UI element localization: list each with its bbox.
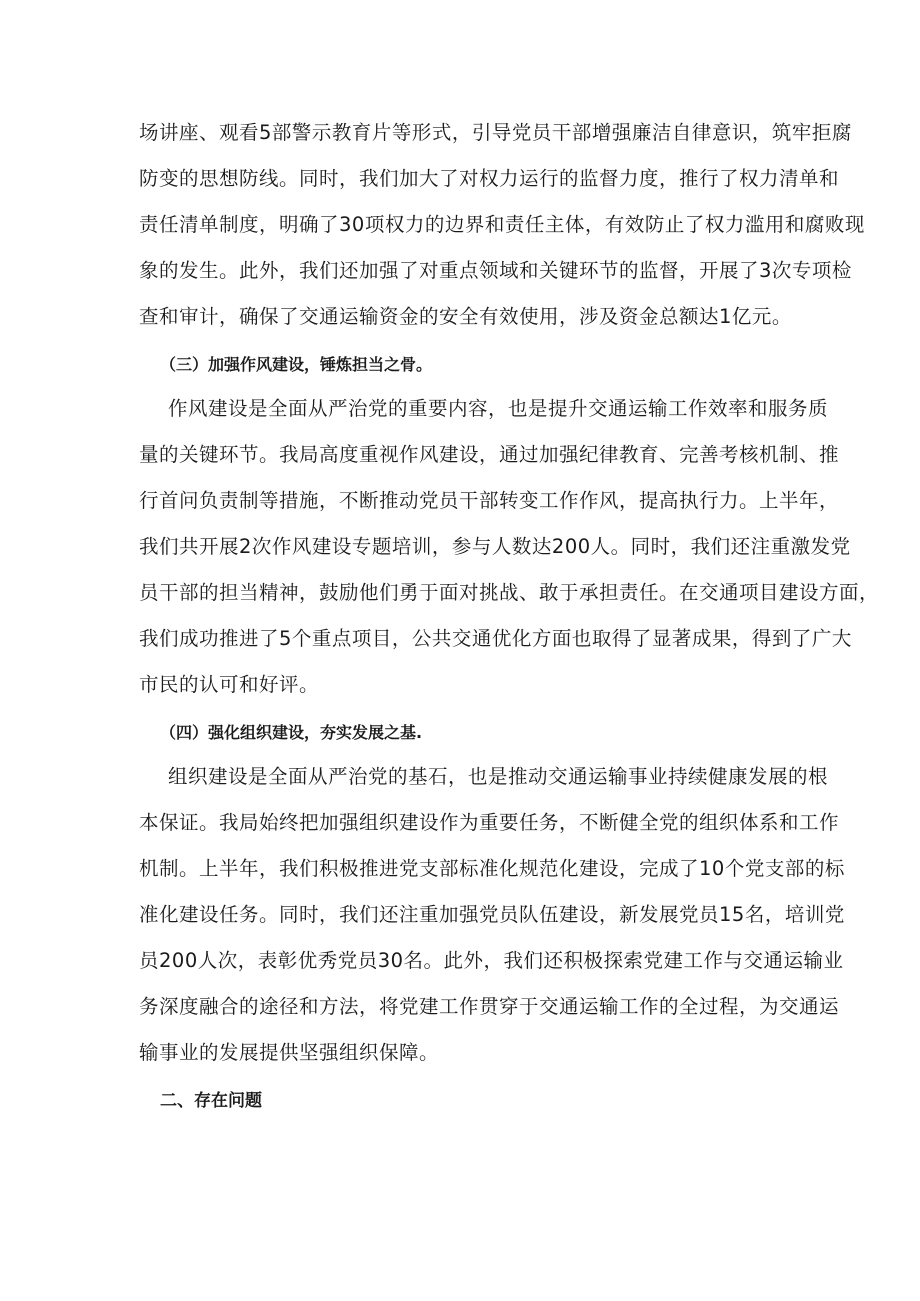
paragraph-line: 作风建设是全面从严治党的重要内容，也是提升交通运输工作效率和服务质 <box>168 397 829 420</box>
paragraph-line: 输事业的发展提供坚强组织保障。 <box>139 1041 440 1064</box>
paragraph-line: 象的发生。此外，我们还加强了对重点领域和关键环节的监督，开展了3次专项检 <box>139 259 852 282</box>
paragraph-line: 准化建设任务。同时，我们还注重加强党员队伍建设，新发展党员15名，培训党 <box>139 903 845 926</box>
paragraph-line: 量的关键环节。我局高度重视作风建设，通过加强纪律教育、完善考核机制、推 <box>139 443 840 466</box>
paragraph-line: 机制。上半年，我们积极推进党支部标准化规范化建设，完成了10个党支部的标 <box>139 857 845 880</box>
paragraph-line: 市民的认可和好评。 <box>139 673 320 696</box>
paragraph-line: 责任清单制度，明确了30项权力的边界和责任主体，有效防止了权力滥用和腐败现 <box>139 213 865 236</box>
paragraph-line: 查和审计，确保了交通运输资金的安全有效使用，涉及资金总额达1亿元。 <box>139 305 792 328</box>
paragraph-line: 务深度融合的途径和方法，将党建工作贯穿于交通运输工作的全过程，为交通运 <box>139 995 840 1018</box>
paragraph-line: 员200人次，表彰优秀党员30名。此外，我们还积极探索党建工作与交通运输业 <box>139 949 844 972</box>
paragraph-line: 组织建设是全面从严治党的基石，也是推动交通运输事业持续健康发展的根 <box>168 765 829 788</box>
paragraph-line: 本保证。我局始终把加强组织建设作为重要任务，不断健全党的组织体系和工作 <box>139 811 840 834</box>
paragraph-line: 我们共开展2次作风建设专题培训，参与人数达200人。同时，我们还注重激发党 <box>139 535 851 558</box>
paragraph-line: 行首问负责制等措施，不断推动党员干部转变工作作风，提高执行力。上半年， <box>139 489 840 512</box>
section-heading-4: （四）强化组织建设，夯实发展之基. <box>160 723 423 742</box>
paragraph-line: 防变的思想防线。同时，我们加大了对权力运行的监督力度，推行了权力清单和 <box>139 167 840 190</box>
section-heading-problems: 二、存在问题 <box>160 1091 262 1111</box>
section-heading-3: （三）加强作风建设，锤炼担当之骨。 <box>160 355 433 374</box>
paragraph-line: 场讲座、观看5部警示教育片等形式，引导党员干部增强廉洁自律意识，筑牢拒腐 <box>139 121 852 144</box>
paragraph-line: 我们成功推进了5个重点项目，公共交通优化方面也取得了显著成果，得到了广大 <box>139 627 852 650</box>
paragraph-line: 员干部的担当精神，鼓励他们勇于面对挑战、敢于承担责任。在交通项目建设方面， <box>139 581 880 604</box>
